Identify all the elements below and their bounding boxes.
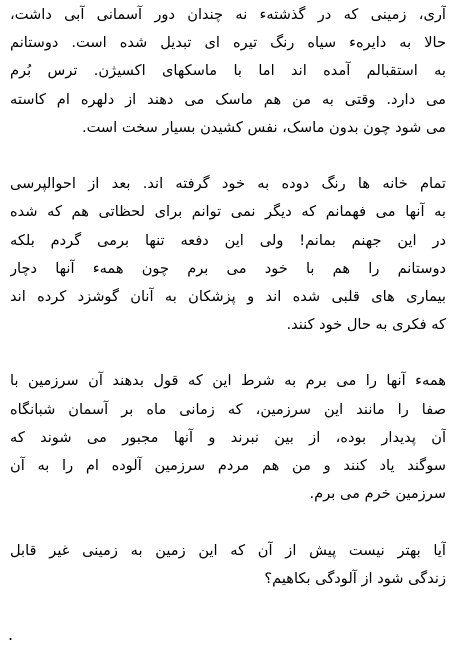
paragraph-line: که فکری به حال خود کنند.	[286, 316, 446, 334]
paragraph-line: همه‌ء آنها را می برم به شرط این که قول بدهند آن سرزمین با	[10, 372, 446, 390]
paragraph-gap	[10, 508, 446, 536]
paragraph-line: بیماری های قلبی شده اند و پزشکان به آنان گوشزد کرده اند	[10, 287, 446, 305]
paragraph-line: می شود چون بدون ماسک، نفس کشیدن بسیار سخت است.	[81, 118, 446, 136]
paragraph-1	[10, 1, 446, 142]
paragraph-line: می دارد. وقتی به من هم ماسک می دهند از دلهره ام کاسته	[10, 90, 446, 108]
paragraph-gap	[10, 142, 446, 170]
paragraph-line: به استقبالم آمده اند اما با ماسکهای اکسیژن. ترس بُرم	[10, 62, 446, 80]
paragraph-3	[10, 367, 446, 508]
trailing-mark: .	[8, 625, 14, 644]
paragraph-line: تمام خانه ها رنگ دوده به خود گرفته اند. بعد از احوالپرسی	[10, 175, 446, 193]
paragraph-line: سوگند یاد کنند و من هم مردم سرزمین آلوده ام را به آن	[10, 457, 446, 474]
paragraph-line: زندگی شود از آلودگی بکاهیم؟	[264, 569, 446, 587]
paragraph-line: دوستانم را هم با خود می برم چون همه‌ء آنها دچار	[10, 259, 446, 277]
paragraph-2	[10, 170, 446, 339]
paragraph-4	[10, 537, 446, 593]
paragraph-line: آیا بهتر نیست پیش از آن که این زمین به زمینی غیر قابل	[10, 541, 446, 559]
paragraph-line: سرزمین خرم می برم.	[309, 485, 446, 503]
paragraph-gap	[10, 339, 446, 367]
paragraph-line: در این جهنم بمانم! ولی این دفعه تنها برمی گردم بلکه	[10, 231, 446, 249]
paragraph-line: آری، زمینی که در گذشته‌ء نه چندان دور آسمانی آبی داشت،	[10, 6, 446, 23]
paragraph-line: آن پدیدار بوده، از بین نبرند و آنها مجبور می شوند که	[10, 428, 446, 446]
paragraph-line: صفا را مانند این سرزمین، که زمانی ماه بر آسمان شبانگاه	[10, 400, 446, 418]
paragraph-line: به آنها می فهمانم که دیگر نمی توانم برای لحظاتی هم که شده	[10, 203, 446, 221]
paragraph-line: حالا به دایره‌ء سیاه رنگ تیره ای تبدیل شده است. دوستانم	[10, 34, 446, 52]
